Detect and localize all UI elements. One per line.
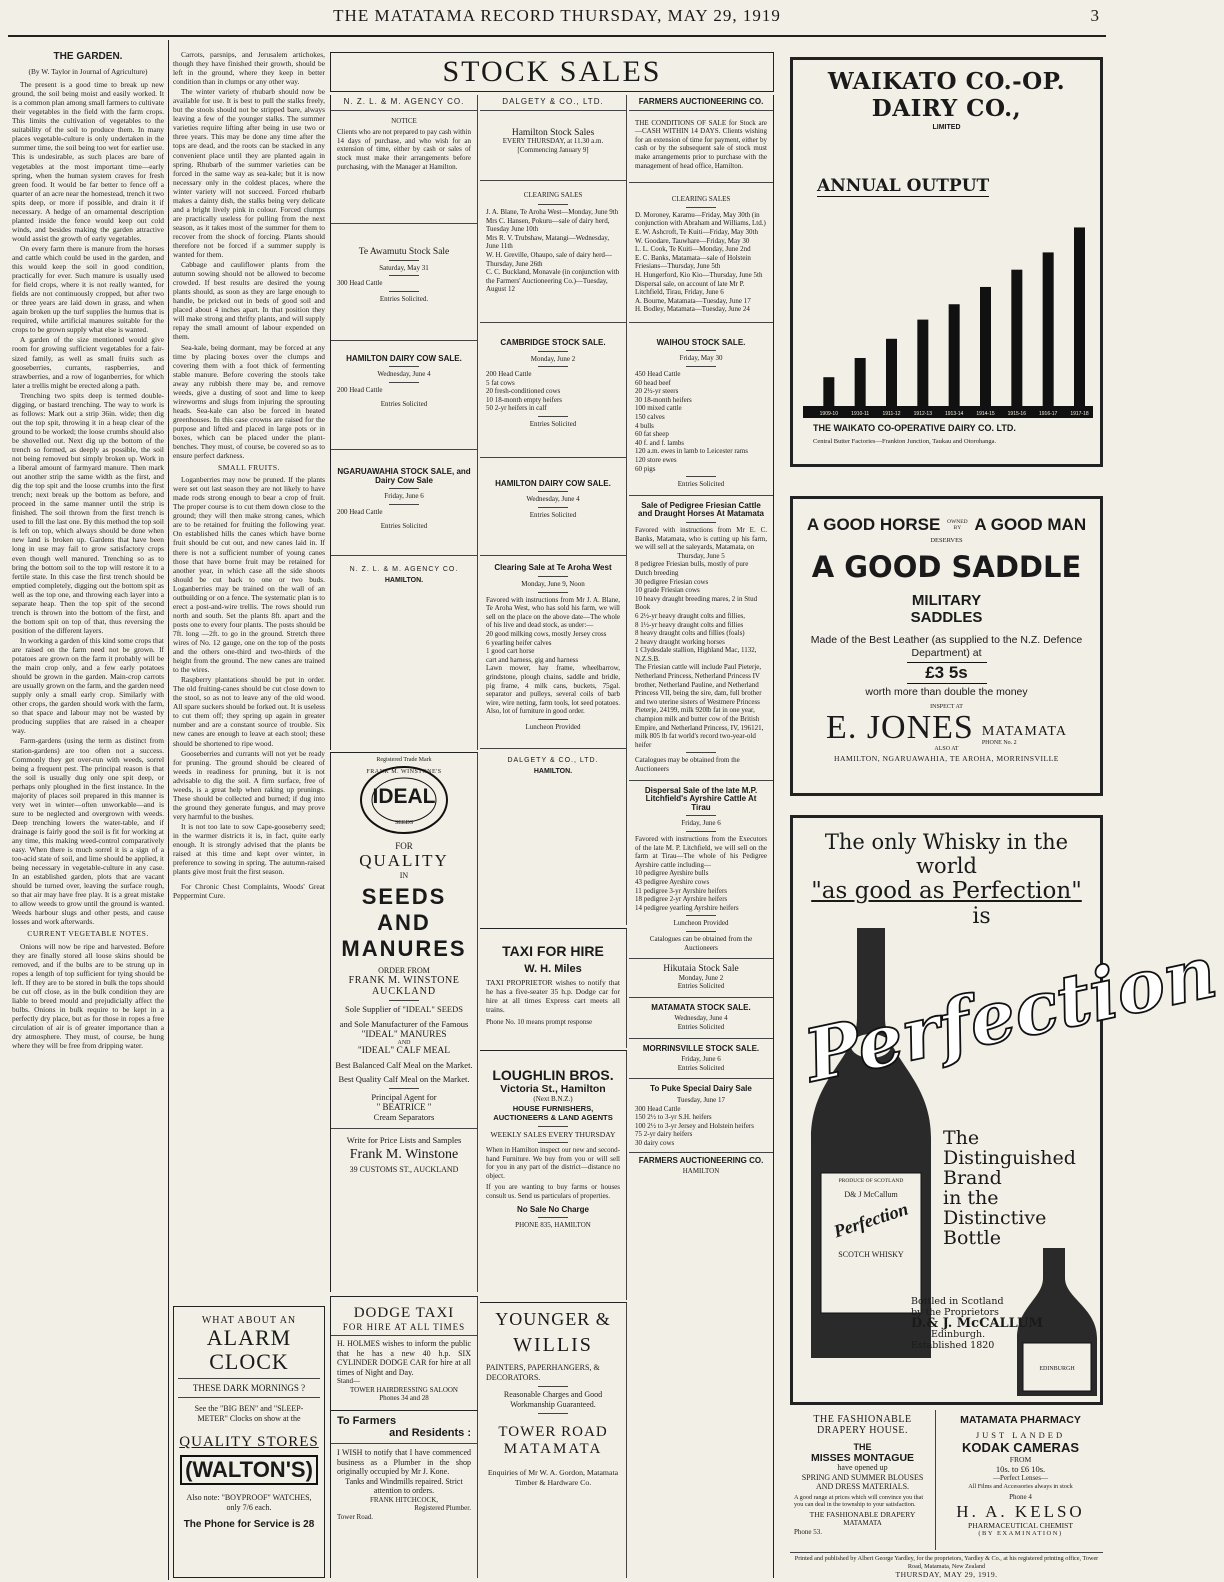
loughlin-body2: If you are wanting to buy farms or houses consult us. Send us particulars of properties. [486, 1183, 620, 1201]
clearing-heading: CLEARING SALES [671, 195, 731, 204]
kelso: H. A. KELSO [956, 1501, 1085, 1521]
farmers-auctioneering-column [629, 95, 774, 1578]
chart-tick-label: 1910-11 [851, 411, 870, 417]
taxi-title: TAXI FOR HIRE [502, 943, 604, 959]
waikato-footer: THE WAIKATO CO-OPERATIVE DAIRY CO. LTD. [813, 423, 1016, 433]
article-paragraph: Onions will now be ripe and harvested. Before they are finally stored all loose skins should be removed, and if the bulbs are to be strung up in ropes a length of top sufficient for tying should be left. If they are to be stored in bulk the tops should be cut off close, as in the bulk condition they are liable to breed mould and prejudicially affect the bulbs. Onions in bulk require to be kept in a perfectly dry place, but as for those in ropes a free circulation of air is of greater importance than a dry atmosphere. They must, of course, be hung where they will be free from dripping water. [12, 941, 164, 1051]
chart-bar [980, 287, 991, 406]
dodge-phones: Phones 34 and 28 [379, 1394, 429, 1403]
ring-seeds: SEEDS [394, 820, 414, 826]
loughlin-body: When in Hamilton inspect our new and second-hand Furniture. We buy from you or will sell for you in any part of the district—distance no object. [486, 1146, 620, 1180]
sale-title: HAMILTON DAIRY COW SALE. [346, 353, 462, 363]
plumber-body: I WISH to notify that I have commenced business as a Plumber in the shop originally occupied by Mr J. Kone. [337, 1448, 471, 1476]
clearing-list: D. Moroney, Karamu—Friday, May 30th (in conjunction with Abraham and Williams, Ltd.) E. W. Ashcroft, Te Kuiti—Friday, May 30th W. Goodare, Tauwhare—Friday, May 30 L. L. Cook, Te Kuiti—Monday, June 2nd E. C. Banks, Matamata—sale of Holstein Friesians—Thursday, June 5th H. Hungerford, Kio Kio—Thursday, June 5th Dispersal sale, on account of late Mr P. Litchfield, Tirau, Friday, June 6 A. Bourne, Matamata—Tuesday, June 17 H. Bodley, Matamata—Tuesday, June 24 [635, 210, 766, 314]
sale-title: Hikutaia Stock Sale [663, 964, 739, 975]
sale-title: HAMILTON DAIRY COW SALE. [495, 478, 611, 488]
have-opened: have opened up [837, 1463, 888, 1472]
article-paragraph: Loganberries may now be pruned. If the plants were set out last season they are not likely to have made rods strong enough to bear a crop of fruit. The proper course is to cut them down close to the ground; they will then make strong canes, which are to be retained for fruiting the following year. On established hills the canes which have borne fruit should be cut out, and new canes laid in. If there is not a sufficient number of young canes those that have borne fruit may be retained for another year, in which case all the side shoots should be cut back to one or two buds. Loganberries may be trained on the wall of an outbuilding or on a fence. The systematic plan is to erect a post-and-wire trellis. The rows should run north and south. Set the plants 8ft. apart and the posts one to every four plants. The posts should be 7ft. long —2ft. to go in the ground. Stretch three wires of No. 12 gauge, one on the top of the posts and the others one-third and two-thirds of the height from the ground. The new canes are trained to the wires. [173, 475, 325, 675]
luncheon: Luncheon Provided [673, 919, 729, 928]
drapery-footer: THE FASHIONABLE DRAPERY [809, 1509, 916, 1519]
cream-separators: Cream Separators [373, 1112, 435, 1122]
imprint-text: Printed and published by Albert George Yardley, for the proprietors, Yardley & Co., at his registered printing office, Tower Road, Matamata, New Zealand [794, 1555, 1099, 1570]
younger-town: MATAMATA [503, 1441, 603, 1457]
bottle-label1: PRODUCE OF SCOTLAND [838, 1178, 904, 1184]
cough-cure-ad: For Chronic Chest Complaints, Woods' Great Peppermint Cure. [173, 882, 325, 901]
entries-solicited: Entries Solicited [677, 480, 725, 489]
section-subtitle: CURRENT VEGETABLE NOTES. [27, 929, 149, 939]
alarm-headline: ALARM CLOCK [206, 1325, 292, 1374]
sale-title: Sale of Pedigree Friesian Cattle and Draught Horses At Matamata [638, 500, 764, 519]
saddle-desc: Made of the Best Leather (as supplied to the N.Z. Defence Department) at [810, 634, 1083, 659]
sale-title: WAIHOU STOCK SALE. [656, 337, 746, 347]
agency-name: FARMERS AUCTIONEERING CO. [638, 97, 764, 106]
drapery-title: THE FASHIONABLE DRAPERY HOUSE. [813, 1414, 912, 1436]
ring-text: FRANK M. WINSTONE'S [366, 769, 442, 775]
best-quality: Best Quality Calf Meal on the Market. [338, 1074, 470, 1084]
chart-tick-label: 1916-17 [1038, 411, 1058, 417]
good-man: A GOOD MAN [974, 515, 1087, 534]
misses-montague: MISSES MONTAGUE [810, 1452, 915, 1464]
write-for-price: Write for Price Lists and Samples [346, 1135, 462, 1145]
agency-name: DALGETY & CO., LTD. [502, 97, 604, 106]
dodge-body: H. HOLMES wishes to inform the public that he has a new 40 h.p. SIX CYLINDER DODGE CAR for hire at all times of Night and Day. [337, 1339, 471, 1377]
sale-date: EVERY THURSDAY, at 11.30 a.m. [502, 137, 604, 146]
clearing-list: J. A. Blane, Te Aroha West—Monday, June 9th Mrs C. Hansen, Pokuru—sale of dairy herd, Tuesday June 10th Mrs R. V. Trubshaw, Matangi—Wednesday, June 11th W. H. Greville, Ohaupo, sale of dairy herd—Thursday, June 26th C. C. Buckland, Monavale (in conjunction with the Farmers' Auctioneering Co.)—Tuesday, August 12 [486, 207, 620, 294]
luncheon: Luncheon Provided [525, 722, 581, 731]
distinguished-brand [943, 1128, 1076, 1248]
article-paragraph: Carrots, parsnips, and Jerusalem artichokes, though they have finished their growth, should be left in the ground, where they keep in better condition than in clumps or any other way. [173, 50, 325, 87]
owned-by: OWNED BY [947, 519, 968, 531]
bottle-label3: SCOTCH WHISKY [838, 1250, 904, 1259]
registered-trademark: Registered Trade Mark [376, 757, 432, 763]
saddle-worth: worth more than double the money [865, 686, 1028, 698]
waikato-title: WAIKATO CO.-OP. DAIRY CO., [827, 68, 1066, 122]
chart-bar [886, 339, 897, 406]
taxi-body: TAXI PROPRIETOR wishes to notify that he has a five-seater 35 h.p. Dodge car for hire at all times Express cart meets all trains. [486, 978, 620, 1014]
drapery-ad [790, 1410, 936, 1550]
ideal-and: AND [397, 1040, 411, 1046]
garden-byline: (By W. Taylor in Journal of Agriculture) [28, 67, 148, 77]
sale-date: Saturday, May 31 [379, 263, 429, 272]
article-paragraph: The winter variety of rhubarb should now be available for use. It is best to pull the stalks freely, but the stools should not be stripped bare, always leaving a few of the younger stalks. The summer varieties require lifting after being in use two or three years. This may be done any time after the tops are dead, and the roots can be stacked in any convenient place until they are planted again in spring. Rhubarb of the summer varieties can be forced in the same way as sea-kale; but it is now necessary only in the coldest places, where the winter variety will not succeed. Forced rhubarb makes a dainty dish, the stalks being very delicate and a bright lively pink in colour. Forced clumps are practically useless for pulling from the next season, as it takes most of the summer for them to recover from the shock of forcing. Plants should therefore not be forced if a summer supply is wanted for them. [173, 87, 325, 260]
edinburgh: Edinburgh. [931, 1329, 986, 1340]
sale-date: Friday, June 6 [681, 1055, 721, 1064]
annual-output-chart [801, 210, 1095, 420]
chart-tick-label: 1914-15 [976, 411, 995, 417]
sale-title: MORRINSVILLE STOCK SALE. [642, 1043, 760, 1053]
sale-list: 450 Head Cattle 60 head beef 20 2½-yr steers 30 18-month heifers 100 mixed cattle 150 calves 4 bulls 60 fat sheep 40 f. and f. lambs 120 a.m. ewes in lamb to Leicester rams 120 store ewes 60 pigs [635, 370, 748, 473]
clearing-heading: CLEARING SALES [523, 191, 583, 200]
loughlin-nosale: No Sale No Charge [516, 1204, 589, 1214]
whisky-d4: in the [943, 1187, 999, 1209]
sale-title: CAMBRIDGE STOCK SALE. [500, 337, 606, 347]
entries-solicited: Entries Solicited [380, 522, 428, 531]
taxi-for-hire-ad [480, 928, 627, 1048]
garden-continued-column [173, 50, 325, 1300]
loughlin-next: (Next B.N.Z.) [533, 1095, 573, 1103]
whisky-d1: The [943, 1127, 980, 1149]
also-at: ALSO AT [934, 746, 959, 752]
perfection-script: Perfection [797, 928, 1224, 1099]
jones-phone: PHONE No. 2 [981, 740, 1017, 746]
entries-solicited: Entries Solicited [380, 400, 428, 409]
sale-date: Wednesday, June 4 [526, 495, 580, 504]
sale-date: Wednesday, June 4 [377, 370, 431, 379]
younger-enquiries: Enquiries of Mr W. A. Gordon, Matamata Timber & Hardware Co. [487, 1468, 619, 1487]
inspect-at: INSPECT AT [930, 704, 963, 710]
chart-bar [823, 377, 834, 406]
saddle-price: £3 5s [907, 662, 987, 684]
willis-title: WILLIS [513, 1334, 593, 1356]
sale-item: 200 Head Cattle [337, 507, 383, 516]
ideal-seeds-ad [330, 752, 478, 1292]
imprint-date: THURSDAY, MAY 29, 1919. [895, 1570, 998, 1579]
page-number: 3 [1090, 6, 1100, 25]
ideal-in: IN [399, 871, 409, 880]
whisky-is: is [972, 904, 991, 929]
entries-solicited: Entries Solicited. [379, 294, 429, 303]
sale-date: Friday, June 6 [384, 492, 424, 501]
notice-heading: NOTICE [391, 116, 417, 125]
good-saddle: A GOOD SADDLE [811, 550, 1082, 584]
whisky-d5: Distinctive [943, 1207, 1047, 1229]
seeds-and-manures: SEEDS AND MANURES [341, 884, 467, 961]
ideal-calf-meal: "IDEAL" CALF MEAL [357, 1046, 451, 1056]
drapery-town: MATAMATA [843, 1519, 882, 1528]
loughlin-phone: PHONE 835, HAMILTON [515, 1220, 591, 1229]
loughlin-title: LOUGHLIN BROS. [492, 1067, 614, 1083]
agency-footer-town: HAMILTON [682, 1167, 720, 1176]
alarm-line7: Also note: "BOYPROOF" WATCHES, only 7/6 each. [186, 1493, 312, 1512]
whisky-d3: Brand [943, 1167, 1002, 1189]
bottled-block [911, 1296, 1043, 1351]
notice-text: Clients who are not prepared to pay cash within 14 days of purchase, and who wish for an extension of time, either by cash or sales of stock must make their arrangements before purchasing, with the Manager at Hamilton. [337, 128, 471, 171]
chart-bar [1043, 252, 1054, 406]
entries-solicited: Entries Solicited [677, 1063, 725, 1072]
whisky-line2: "as good as Perfection" [811, 878, 1082, 904]
sale-date: Tuesday, June 17 [676, 1096, 726, 1105]
sale-text: Favored with instructions from Mr E. C. Banks, Matamata, who is cutting up his farm, we will sell at the saleyards, Matamata, on [635, 525, 767, 552]
chart-tick-label: 1909-10 [819, 411, 839, 417]
article-paragraph: It is not too late to sow Cape-gooseberry seed; in the warmer districts it is, in fact, quite early enough. It is strongly advised that the plants be raised at this time and kept over winter, in preference to sowing in spring. The autumn-raised plants give most fruit the first season. [173, 821, 325, 877]
order-from: ORDER FROM [378, 966, 430, 975]
whisky-d2: Distinguished [943, 1147, 1076, 1169]
younger-title: YOUNGER & [495, 1309, 611, 1329]
catalogues: Catalogues may be obtained from the Auctioneers [635, 756, 740, 773]
entries-solicited: Entries Solicited [529, 510, 577, 519]
just-landed: JUST LANDED [975, 1430, 1066, 1440]
entries-solicited: Entries Solicited [677, 982, 725, 991]
whisky-d6: Bottle [943, 1227, 1001, 1249]
bottled-in: Bottled in Scotland [911, 1296, 1004, 1307]
taxi-owner: W. H. Miles [524, 963, 582, 975]
farmers-title: To Farmers [337, 1415, 397, 1427]
principal-agent: Principal Agent for [371, 1092, 437, 1102]
garden-title: THE GARDEN. [53, 51, 123, 62]
imprint [790, 1552, 1103, 1580]
perfect-lenses: —Perfect Lenses— [992, 1474, 1048, 1482]
chart-bar [949, 304, 960, 406]
article-paragraph: A garden of the size mentioned would give room for growing sufficient vegetables for a fair-sized family, as well as small fruits such as gooseberries, currants, raspberries, and strawberries, and a row of loganberries, for which later a trellis might be erected along a path. [12, 335, 164, 390]
beatrice: " BEATRICE " [376, 1102, 432, 1112]
plumber-name: FRANK HITCHCOCK, [369, 1495, 439, 1504]
sale-title: MATAMATA STOCK SALE. [651, 1002, 751, 1012]
agency-footer: DALGETY & CO., LTD. [507, 756, 599, 764]
chart-tick-label: 1911-12 [882, 411, 901, 417]
pharm-chemist: PHARMACEUTICAL CHEMIST [968, 1520, 1073, 1530]
bottle-brand: Perfection [831, 1198, 911, 1242]
article-paragraph: The present is a good time to break up new ground, the soil being moist and easily worked. It is a common plan among small farmers to cultivate their vegetables in the field with the farm crops. This limits the cultivation of vegetables to the suitability of the soil to produce them. In many places vegetable-culture is only undertaken in the summer time, the soil being too wet for earlier use. This is undesirable, as such places are bare of vegetables at the most important time—early spring, when the human system craves for fresh green food. It would be far better to fence off a quarter of an acre near the homestead, trench it two spits deep, or more if possible, and drain it if necessary. A hedge of an ornamental description planted inside the fence would keep out cold winds, and besides making the garden attractive would assist the growth of early vegetables. [12, 80, 164, 243]
loughlin-weekly: WEEKLY SALES EVERY THURSDAY [490, 1129, 616, 1139]
farmers-subtitle: and Residents : [389, 1427, 471, 1439]
agency-footer-town: HAMILTON. [533, 768, 573, 776]
plumber-tanks: Tanks and Windmills repaired. Strict attention to orders. [345, 1476, 463, 1495]
dodge-taxi-ad [330, 1296, 478, 1410]
chart-tick-label: 1913-14 [944, 411, 964, 417]
entries-solicited: Entries Solicited [529, 420, 577, 429]
waikato-limited: LIMITED [932, 124, 961, 131]
established: Established 1820 [911, 1340, 995, 1351]
sale-title: Hamilton Stock Sales [511, 127, 595, 138]
films-accessories: All Films and Accessories always in stock [968, 1482, 1073, 1490]
sale-date: Monday, June 9, Noon [521, 580, 585, 589]
by-examination: (BY EXAMINATION) [978, 1530, 1063, 1538]
sale-list: 8 pedigree Friesian bulls, mostly of pure Dutch breeding 30 pedigree Friesian cows 10 grade Friesian cows 10 heavy draught breeding mares, 2 in Stud Book 6 2½-yr heavy draught colts and fillies, 8 1½-yr heavy draught colts and fillies 8 heavy draught colts and fillies (foals) 2 heavy draught working horses 1 Clydesdale stallion, Highland Mac, 1132, N.Z.S.B. The Friesian cattle will include Paul Pieterje, Netherland Princess, Netherland Princess IV brother, Netherland Pauline, and Netherland Princess VII, being the sire, dam, full brother and two uterine sisters of Westmere Princess Pieterje, 24199, milk 920lb fat in one year, champion milk and butter cow of the British Empire, and Netherland Princess, IV, 196121, milk 805 lb fat world's record two-year-old heifer [635, 560, 764, 749]
sale-text: Favored with instructions from the Executors of the late M. P. Litchfield, we will sell on the farm at Tirau—The whole of his Pedigree Ayrshire cattle including— 10 pedigree Ayrshire bulls 43 pedigree Ayrshire cows 11 pedigree 3-yr Ayrshire heifers 18 pedigree 2-yr Ayrshire heifers 14 pedigree yearling Ayrshire heifers [635, 834, 767, 912]
deserves: DESERVES [930, 537, 963, 544]
chart-bar [917, 320, 928, 406]
article-paragraph: Trenching two spits deep is termed double-digging, or bastard trenching. The way to work is as follows: Mark out a strip 36in. wide; then dig out the top spit, throwing it in a heap clear of the ground to be worked; the loose crumbs should also be shovelled out. Next dig up the bottom of the trench so formed, as deeply as possible, the soil not being removed but simply broken up. Work in a liberal amount of farmyard manure. Then mark out another strip the same width as the first, and dig the top spit and the loose crumbs into the first trench; next break up the bottom as before, and proceed in the same manner until the strip is finished. The soil thrown from the first trench is used to fill the last one. By this method the top soil is left on top, which always should be done when new land is broken up. Gardens that have been long in use may fail to grow satisfactory crops even though well manured. Trenching so as to bring the bottom soil to the top will restore it to a fertile state. In this case the first trench should be emptied completely, digging out the bottom spit as well as the top one, and throwing each layer into a separate heap. Then the top spit of the second trench is thrown into the bottom of the first, and the bottom spit on top of that, thus reversing the position of the different layers. [12, 390, 164, 635]
plumber-ad [330, 1410, 478, 1578]
ideal-manures: "IDEAL" MANURES [361, 1030, 447, 1040]
garden-column [12, 50, 164, 1578]
mccallum: D.& J. McCALLUM [911, 1316, 1043, 1331]
e-jones: E. JONES [826, 709, 974, 746]
column-rule [168, 40, 169, 1580]
bottle-label2: D& J McCallum [844, 1190, 898, 1199]
drapery-the: THE [853, 1442, 872, 1452]
article-paragraph: Raspberry plantations should be put in order. The old fruiting-canes should be cut close down to the stool, so as not to leave any of the old wood. All spare suckers should be forked out. It is useless to cut them off; they spring up again in greater number and are a constant source of trouble. Six new canes are enough to leave at each stool; these should be shortened to ripe wood. [173, 675, 325, 748]
sale-date: Friday, June 6 [681, 819, 721, 828]
younger-charges: Reasonable Charges and Good Workmanship Guaranteed. [503, 1390, 603, 1409]
waikato-footer2: Central Butter Factories—Frankton Junction, Taukau and Otorohanga. [813, 438, 997, 445]
agency-footer: FARMERS AUCTIONEERING CO. [638, 1155, 764, 1165]
alarm-phone: The Phone for Service is 28 [183, 1519, 315, 1530]
loughlin-business: HOUSE FURNISHERS, AUCTIONEERS & LAND AGENTS [493, 1103, 613, 1123]
waikato-dairy-ad [790, 57, 1103, 467]
spring-summer: SPRING AND SUMMER BLOUSES AND DRESS MATERIALS. [801, 1472, 924, 1492]
taxi-phone: Phone No. 10 means prompt response [486, 1018, 593, 1026]
younger-road: TOWER ROAD [498, 1424, 608, 1440]
dodge-title: DODGE TAXI [353, 1305, 455, 1321]
agency-footer: N. Z. L. & M. AGENCY CO. [349, 565, 459, 573]
plumber-road: Tower Road. [337, 1512, 374, 1521]
dodge-stand: Stand— [337, 1377, 360, 1385]
article-paragraph: Sea-kale, being dormant, may be forced at any time by placing boxes over the clumps and covering them with a foot thick of fermenting stable manure. Before covering the stools take away any rubbish there may be, and remove weeds, give a dusting of soot and lime to keep wireworms and slugs from injuring the sprouting heads. Sea-kale can also be forced in heated greenhouses. In this case crowns are raised for the purpose and lifted and placed in large pots or in boxes, which can be placed under the plant-benches. They must, of course, be covered so as to ensure perfect darkness. [173, 342, 325, 461]
chart-tick-label: 1915-16 [1007, 411, 1027, 417]
alarm-clock-ad [173, 1306, 325, 1578]
ideal-quality: QUALITY [359, 851, 449, 870]
sole-manufacturer: and Sole Manufacturer of the Famous [339, 1019, 469, 1029]
entries-solicited: Entries Solicited [677, 1023, 725, 1032]
agency-footer-town: HAMILTON. [384, 577, 424, 585]
catalogues: Catalogues can be obtained from the Auctioneers [649, 934, 753, 952]
alarm-line1: WHAT ABOUT AN [201, 1315, 297, 1326]
sale-title: NGARUAWAHIA STOCK SALE, and Dairy Cow Sale [337, 466, 471, 485]
winstone-name: FRANK M. WINSTONE [348, 975, 460, 986]
price-range: 10s. to £6 10s. [995, 1464, 1046, 1474]
sale-text: Favored with instructions from Mr J. A. Blane, Te Aroha West, who has sold his farm, we will sell on the place on the above date—The whole of his live and dead stock, as under:— 20 good milking cows, mostly Jersey cross 6 yearling heifer calves 1 good cart horse cart and harness, gig and harness Lawn mower, hay frame, wheelbarrow, grindstone, plough chains, saddle and bridle, pig frame, 4 milk cans, buckets, 75gal. separator and pulleys, several coils of barb wire, wire netting, farm tools, lot seed potatoes. Also, lot of furniture in good order. [486, 595, 620, 716]
perfection-whisky-ad [790, 815, 1224, 1405]
masthead-rule [8, 35, 1106, 37]
article-paragraph: Farm-gardens (using the term as distinct from station-gardens) are too often not a success. Commonly they get over-run with weeds, sorrel being a frequent pest. The principal reason is that the soil is usually dug only one spit deep, or perhaps only ploughed in the first instance. In the majority of places soil prepared in this manner is very wet in winter—often unworkable—and is sure to be neglected and overgrown with weeds. Deep trenching lowers the water-table, and if drainage is fairly good the soil is fit for working at any time, this making weed-control comparatively easy. When there is much sorrel it is a sign of a too-acid state of soil, and lime should be applied, it being necessary in vegetable-culture in any case. In an established garden, plots that are vacant should be turned over, leaving the surface rough, so that air may have free play. It is a great mistake to allow weeds to grow until the ground is wanted. Weeds harbour slugs and other pests, and cause losses and work afterwards. [12, 736, 164, 927]
waltons: (WALTON'S) [180, 1455, 318, 1485]
sale-commencing: [Commencing January 9] [517, 145, 589, 154]
quality-stores: QUALITY STORES [179, 1434, 319, 1450]
sale-date: Friday, May 30 [679, 354, 723, 363]
military-saddles: MILITARY SADDLES [910, 592, 983, 626]
dodge-subtitle: FOR HIRE AT ALL TIMES [342, 1322, 466, 1332]
drapery-body: A good range at prices which will convince you that you can deal in the township to your satisfaction. [794, 1493, 924, 1509]
winstone-city: AUCKLAND [371, 986, 437, 997]
chart-bar [1011, 270, 1022, 406]
agency-name: N. Z. L. & M. AGENCY CO. [343, 97, 465, 106]
article-paragraph: On every farm there is manure from the horses and cattle which could be used in the garden, and this would keep the soil in good condition, practically for ever. Such manure is usually used for field crops, where it is not really wanted, for fields are not continuously cropped, but after two or three years are laid down in grass, and when again broken up the turf supplies the humus that is required, while artificial manures suitable for the crops to be grown supply what else is wanted. [12, 243, 164, 335]
jones-town: MATAMATA [981, 724, 1067, 739]
pharmacy-from: FROM [1009, 1455, 1032, 1464]
article-paragraph: Gooseberries and currants will not yet be ready for pruning. The ground should be cleared of weeds in readiness for pruning, but it is not advisable to dig the soil. A firm surface, free of weeds, is a great help when raking up prunings. These should be collected and burned; if dug into the ground they generate fungus, and may prove very harmful to the bushes. [173, 748, 325, 821]
masthead-title: THE MATATAMA RECORD THURSDAY, MAY 29, 1919 [333, 6, 781, 25]
conditions-text: THE CONDITIONS OF SALE for Stock are—CASH WITHIN 14 DAYS. Clients wishing for an extension of time for payment, either by cash or by the subsequent sale of stock must make arrangements prior to purchase with the management of head office, Hamilton. [635, 118, 767, 170]
sale-date: Monday, June 2 [530, 354, 576, 363]
chart-tick-label: 1912-13 [913, 411, 933, 417]
chart-bar [1074, 227, 1085, 406]
dodge-salon: TOWER HAIRDRESSING SALOON [350, 1385, 458, 1394]
nzlm-agency-column [330, 95, 478, 750]
sale-title: Te Awamutu Stock Sale [358, 247, 450, 258]
whisky-line1: The only Whisky in the world [824, 830, 1069, 878]
plumber-role: Registered Plumber. [414, 1504, 471, 1513]
loughlin-ad [480, 1050, 627, 1300]
branch-towns: HAMILTON, NGARUAWAHIA, TE AROHA, MORRINSVILLE [834, 754, 1059, 763]
ideal-for: FOR [395, 841, 413, 851]
dalgety-column [480, 95, 627, 925]
sale-title: To Puke Special Dairy Sale [650, 1084, 752, 1094]
sale-date: Thursday, June 5 [677, 551, 725, 560]
ideal-logo [359, 765, 449, 835]
sole-supplier: Sole Supplier of "IDEAL" SEEDS [345, 1004, 463, 1014]
good-horse: A GOOD HORSE [806, 515, 941, 534]
annual-output-title: ANNUAL OUTPUT [817, 176, 990, 196]
drapery-phone: Phone 53. [794, 1527, 822, 1536]
saddle-ad [790, 496, 1103, 796]
bottle-label4: EDINBURGH [1039, 1366, 1075, 1372]
sale-date: Wednesday, June 4 [674, 1014, 728, 1023]
sale-title: Dispersal Sale of the late M.P. Litchfield's Ayrshire Cattle At Tirau [644, 785, 758, 812]
sale-title: Clearing Sale at Te Aroha West [494, 563, 612, 573]
younger-trades: PAINTERS, PAPERHANGERS, & DECORATORS. [486, 1363, 600, 1382]
pharmacy-ad [938, 1410, 1103, 1550]
alarm-line4: See the "BIG BEN" and "SLEEP-METER" Clocks on show at the [194, 1404, 304, 1423]
pharmacy-title: MATAMATA PHARMACY [960, 1414, 1081, 1426]
winstone-name-large: Frank M. Winstone [349, 1147, 459, 1162]
chart-tick-label: 1917-18 [1070, 411, 1089, 417]
sale-date: Monday, June 2 [678, 973, 724, 982]
younger-willis-ad [480, 1302, 627, 1578]
ideal-word: IDEAL [372, 785, 436, 808]
masthead [0, 6, 1114, 36]
best-balanced: Best Balanced Calf Meal on the Market. [335, 1060, 473, 1070]
by-proprietors: by the Proprietors [911, 1307, 999, 1318]
loughlin-address: Victoria St., Hamilton [500, 1083, 606, 1095]
stock-sales-header [330, 52, 774, 92]
pharmacy-phone: Phone 4 [1009, 1493, 1032, 1502]
sale-list: 300 Head Cattle 150 2½ to 3-yr S.H. heifers 100 2½ to 3-yr Jersey and Holstein heifers 75 2-yr dairy heifers 30 dairy cows [635, 1104, 754, 1147]
section-subtitle: SMALL FRUITS. [218, 463, 280, 473]
alarm-line3: THESE DARK MORNINGS ? [192, 1383, 306, 1393]
sale-item: 200 Head Cattle [337, 385, 383, 394]
kodak-cameras: KODAK CAMERAS [962, 1440, 1079, 1455]
sale-item: 300 Head Cattle [337, 279, 383, 288]
article-paragraph: Cabbage and cauliflower plants from the autumn sowing should not be allowed to become crowded. If best results are desired the young plants should, as soon as they are large enough to handle, be pricked out in beds of good soil and placed about 4 inches apart. In that position they will make strong and thrifty plants, and will supply repay the small amount of labour expended on them. [173, 260, 325, 342]
sale-list: 200 Head Cattle 5 fat cows 20 fresh-conditioned cows 10 18-month empty heifers 50 2-yr heifers in calf [486, 370, 563, 413]
winstone-address: 39 CUSTOMS ST., AUCKLAND [349, 1165, 459, 1174]
stock-sales-title: STOCK SALES [442, 55, 662, 88]
chart-bar [855, 358, 866, 406]
article-paragraph: In working a garden of this kind some crops that are raised on the farm need not be grown. If potatoes are grown on the farm it probably will be the main crop only, and a few early potatoes should be grown in the garden. Main-crop carrots are usually grown on the farm, and the garden need supply only a small early crop. Similarly with other crops, the garden should work with the farm, so that space and labour may not be wasted by producing supplies that are raised in a cheaper way. [12, 635, 164, 736]
